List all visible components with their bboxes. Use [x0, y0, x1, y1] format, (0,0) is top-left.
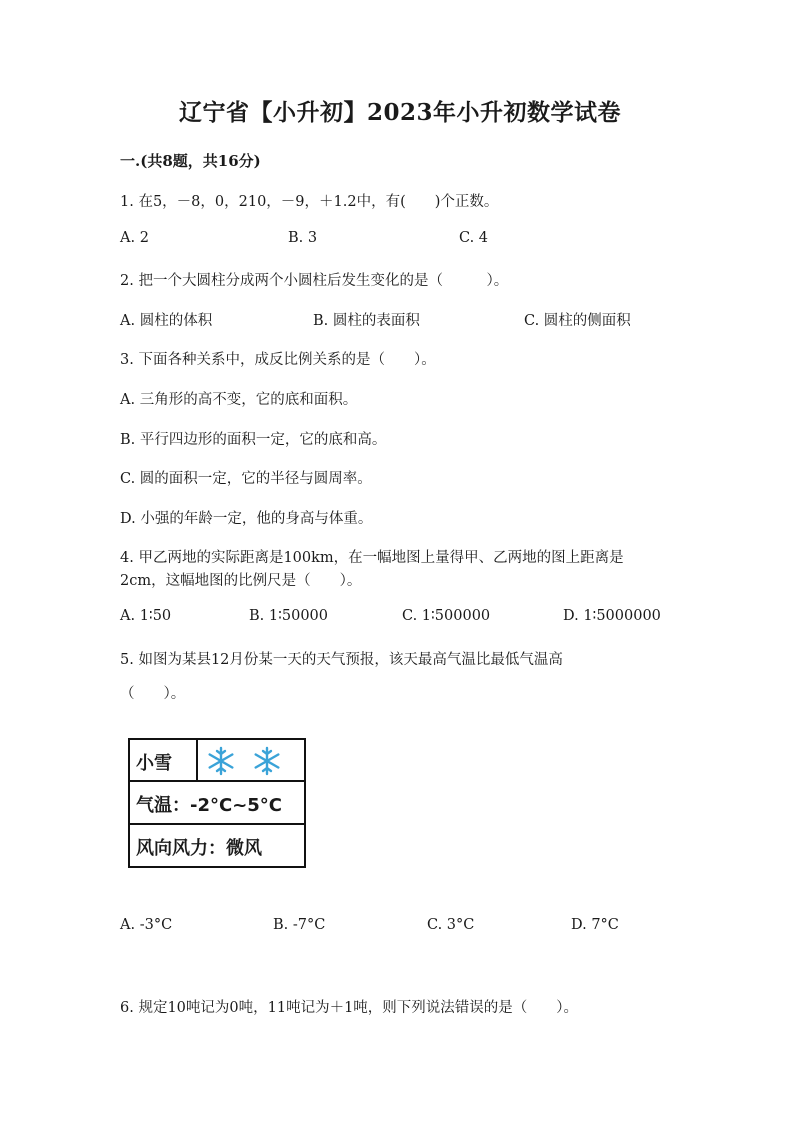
question-6-stem: 6. 规定10吨记为0吨，11吨记为＋1吨，则下列说法错误的是（ ）。 [120, 1000, 579, 1016]
question-4-option-c: C. 1∶500000 [402, 608, 491, 624]
question-2-option-b: B. 圆柱的表面积 [313, 313, 420, 329]
snowflake-icon [250, 744, 284, 778]
question-1-option-b: B. 3 [288, 230, 318, 246]
question-3-stem: 3. 下面各种关系中，成反比例关系的是（ ）。 [120, 352, 436, 368]
weather-divider [196, 740, 198, 780]
weather-condition-label: 小雪 [136, 753, 172, 774]
question-3-option-d: D. 小强的年龄一定，他的身高与体重。 [120, 511, 373, 527]
question-5-stem-line1: 5. 如图为某县12月份某一天的天气预报，该天最高气温比最低气温高 [120, 652, 563, 668]
section-header: 一.(共8题，共16分) [120, 152, 261, 170]
weather-row-temperature [130, 782, 304, 825]
question-4-stem-line1: 4. 甲乙两地的实际距离是100km，在一幅地图上量得甲、乙两地的图上距离是 [120, 550, 624, 566]
weather-row-condition [130, 740, 304, 782]
question-1-stem: 1. 在5，－8，0，210，－9，＋1.2中，有( )个正数。 [120, 194, 499, 210]
weather-row-wind [130, 825, 304, 868]
question-1-option-c: C. 4 [459, 230, 489, 246]
question-3-option-c: C. 圆的面积一定，它的半径与圆周率。 [120, 471, 372, 487]
question-5-stem-line2: （ ）。 [120, 686, 186, 702]
page-title: 辽宁省【小升初】2023年小升初数学试卷 [178, 99, 621, 126]
question-2-stem: 2. 把一个大圆柱分成两个小圆柱后发生变化的是（ ）。 [120, 273, 509, 289]
question-4-option-b: B. 1∶50000 [249, 608, 328, 624]
question-3-option-a: A. 三角形的高不变，它的底和面积。 [120, 392, 358, 408]
weather-temperature-label: 气温：-2°C~5°C [136, 795, 283, 816]
question-4-option-a: A. 1∶50 [120, 608, 172, 624]
question-3-option-b: B. 平行四边形的面积一定，它的底和高。 [120, 432, 387, 448]
weather-forecast-card [128, 738, 306, 868]
question-4-option-d: D. 1∶5000000 [563, 608, 661, 624]
question-5-option-b: B. -7°C [273, 917, 326, 933]
question-2-option-a: A. 圆柱的体积 [120, 313, 213, 329]
question-2-option-c: C. 圆柱的侧面积 [524, 313, 631, 329]
question-5-option-d: D. 7°C [571, 917, 619, 933]
question-5-option-a: A. -3°C [120, 917, 173, 933]
question-1-option-a: A. 2 [120, 230, 149, 246]
question-4-stem-line2: 2cm，这幅地图的比例尺是（ ）。 [120, 573, 362, 589]
weather-wind-label: 风向风力：微风 [136, 838, 262, 859]
snowflake-icon [204, 744, 238, 778]
question-5-option-c: C. 3°C [427, 917, 475, 933]
